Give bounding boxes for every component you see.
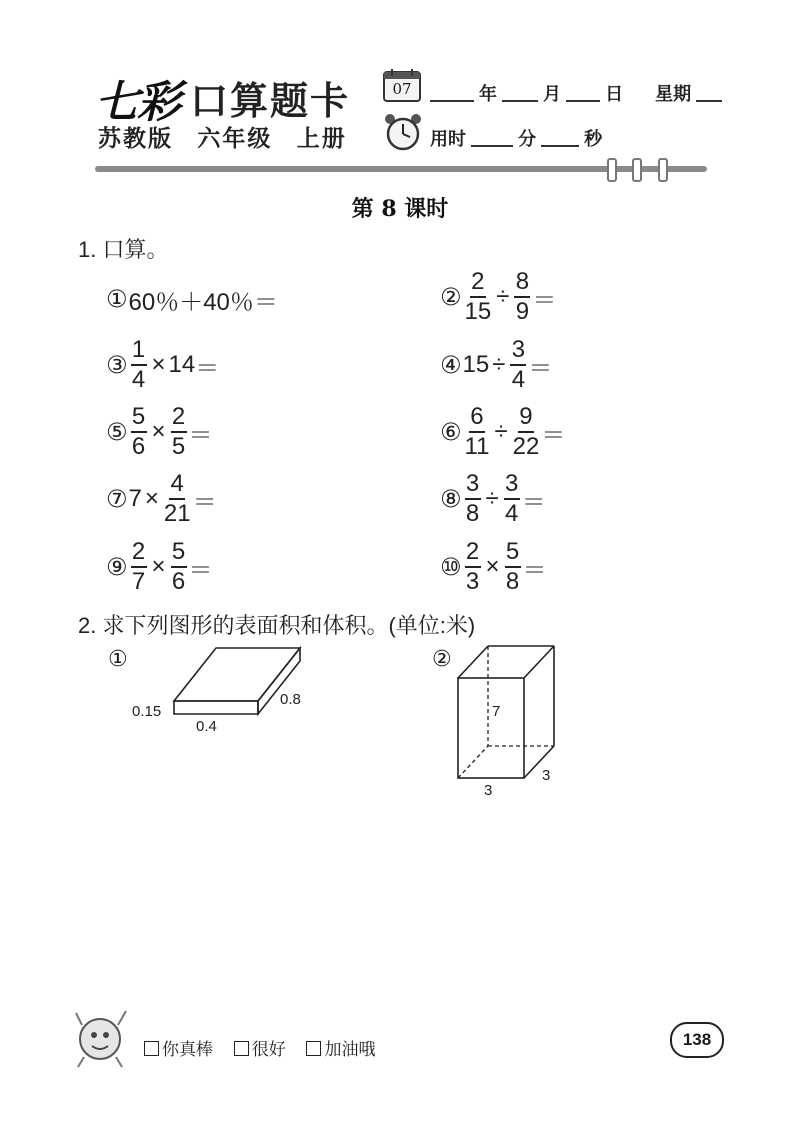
problem-number: ① [106,286,128,313]
problem-expression: 60％＋40％＝ [128,289,278,316]
problem-1 [106,282,278,317]
checkbox-icon[interactable] [144,1041,159,1056]
equals-sign: ＝ [528,354,553,382]
equals-sign: ＝ [541,421,566,449]
problem-number: ⑦ [106,485,128,513]
date-line [430,80,722,106]
operator: × [151,351,166,378]
equals-sign: ＝ [532,286,557,314]
problem-8 [440,472,546,526]
fraction: $\frac{5}{6}$ [131,403,146,460]
date-month-label: 月 [543,84,562,104]
equals-sign: ＝ [521,488,546,516]
operator: ÷ [494,418,508,445]
time-prefix: 用时 [430,129,466,149]
binder-ring-icon [607,158,617,182]
fraction: $\frac{3}{4}$ [511,336,526,393]
rating-option-keep-trying[interactable]: 加油哦 [306,1040,375,1059]
operator: ÷ [496,283,510,310]
fraction: $\frac{2}{3}$ [465,538,480,595]
brand-logo: 七彩 [95,77,179,128]
lesson-title: 第 8 课时 [351,196,449,222]
problem-number: ② [440,283,462,311]
fraction: $\frac{8}{9}$ [515,268,530,325]
date-weekday-label: 星期 [655,84,692,104]
fraction: $\frac{1}{4}$ [131,336,146,393]
dimension-label: 7 [492,703,501,720]
fraction: $\frac{6}{11}$ [464,403,490,460]
fraction: $\frac{9}{22}$ [512,403,540,460]
binder-ring-icon [658,158,668,182]
fraction: $\frac{4}{21}$ [163,470,191,527]
problem-10 [440,540,547,594]
dimension-label: 0.8 [280,691,301,708]
edition-subtitle: 苏教版 六年级 上册 [98,125,347,151]
problem-4 [440,338,552,392]
problem-number: ⑨ [106,553,128,581]
operator: × [151,418,166,445]
problem-number: ⑤ [106,418,128,446]
dimension-label: 0.4 [196,718,217,735]
dimension-label: 3 [542,767,551,784]
time-min-label: 分 [518,129,537,149]
problem-number: ④ [440,351,462,379]
fraction: $\frac{2}{15}$ [464,268,492,325]
problem-6 [440,405,565,459]
self-assessment [144,1035,375,1060]
checkbox-icon[interactable] [234,1041,249,1056]
calendar-icon [383,68,421,102]
problem-number: ⑧ [440,485,462,513]
fraction: $\frac{2}{5}$ [171,403,186,460]
whole-number: 14 [168,351,196,378]
fraction: $\frac{2}{7}$ [131,538,146,595]
problem-number: ⑥ [440,418,462,446]
fraction: $\frac{3}{8}$ [465,470,480,527]
dimension-label: 3 [484,782,493,799]
date-year-label: 年 [479,84,498,104]
dimension-label: 0.15 [132,703,162,720]
binder-ring-icon [632,158,642,182]
fraction: $\frac{5}{8}$ [505,538,520,595]
date-day-label: 日 [605,84,624,104]
page-number: 138 [670,1022,724,1058]
operator: × [151,553,166,580]
cuboid-figure-2 [450,640,562,784]
problem-number: ③ [106,351,128,379]
fraction: $\frac{5}{6}$ [171,538,186,595]
problem-9 [106,540,213,594]
time-sec-label: 秒 [584,129,603,149]
equals-sign: ＝ [192,488,217,516]
problem-3 [106,338,219,392]
cuboid-figure-1 [170,644,304,720]
calendar-day: 07 [392,80,412,98]
fraction: $\frac{3}{4}$ [505,470,519,527]
brand-title: 口算题卡 [190,81,351,123]
figure-1-label: ① [108,646,128,671]
problem-2 [440,270,556,324]
rating-option-great[interactable]: 你真棒 [144,1040,213,1059]
question-2-title: 2. 求下列图形的表面积和体积。(单位:米) [78,613,476,638]
figure-2-label: ② [432,646,452,671]
question-1-title: 1. 口算。 [78,237,169,262]
problem-number: ⑩ [440,553,462,581]
whole-number: 15 [462,351,490,378]
equals-sign: ＝ [522,556,547,584]
equals-sign: ＝ [195,354,220,382]
operator: ÷ [485,485,499,512]
operator: ÷ [492,351,506,378]
clock-icon [383,113,423,156]
problem-5 [106,405,213,459]
operator: × [485,553,500,580]
equals-sign: ＝ [188,556,213,584]
rating-option-good[interactable]: 很好 [234,1040,286,1059]
operator: × [144,485,159,512]
whole-number: 7 [128,485,142,512]
mascot-illustration [68,1005,134,1076]
time-line [430,125,602,151]
problem-7 [106,472,217,526]
equals-sign: ＝ [188,421,213,449]
checkbox-icon[interactable] [306,1041,321,1056]
